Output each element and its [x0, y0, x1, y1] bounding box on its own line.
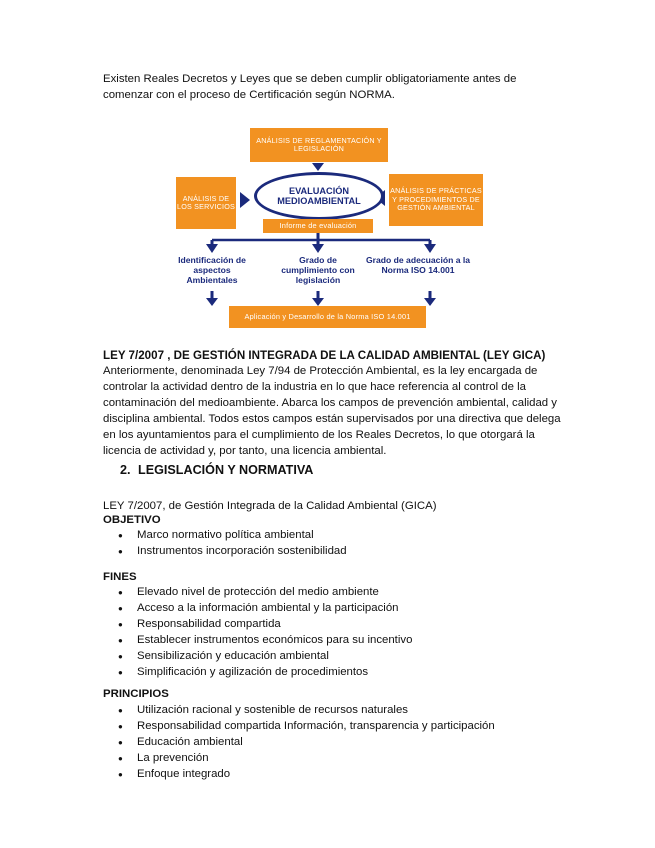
list-item: ● Instrumentos incorporación sostenibilidad	[118, 544, 347, 560]
list-item: ● Simplificación y agilización de procedimientos	[118, 665, 412, 681]
outcome-cumplimiento: Grado de cumplimiento con legislación	[281, 255, 355, 286]
arrow-out-3	[424, 244, 436, 253]
outcome-adecuacion: Grado de adecuación a la Norma ISO 14.001	[365, 255, 471, 276]
box-analisis-practicas: ANÁLISIS DE PRÁCTICAS Y PROCEDIMIENTOS DE GESTIÓN AMBIENTAL	[389, 174, 483, 226]
arrow-out-1	[206, 244, 218, 253]
evaluation-diagram	[168, 128, 488, 333]
principios-heading: PRINCIPIOS	[103, 688, 169, 700]
box-informe-evaluacion: Informe de evaluación	[263, 219, 373, 233]
box-aplicacion-norma: Aplicación y Desarrollo de la Norma ISO 14.001	[229, 306, 426, 328]
arrow-in-2	[312, 298, 324, 306]
list-item: ● Responsabilidad compartida	[118, 617, 412, 633]
list-item: ● Educación ambiental	[118, 735, 495, 751]
ley-body: Anteriormente, denominada Ley 7/94 de Protección Ambiental, es la ley encargada de controlar la actividad dentro de la industria en lo que hace referencia al control de la contaminación del medioambiente. Abarca los campos de prevención ambiental, calidad y disciplina ambiental. Todos estos campos están supervisados por una directiva que delega en los ayuntamientos para el cumplimiento de los Reales Decretos, lo que otorgará la licencia de actividad y, por tanto, una licencia ambiental.	[103, 365, 561, 458]
list-item: ● Enfoque integrado	[118, 767, 495, 783]
principios-list	[118, 703, 495, 783]
list-item: ● Sensibilización y educación ambiental	[118, 649, 412, 665]
arrow-top-down	[312, 163, 324, 171]
section-2-heading	[120, 463, 313, 479]
arrow-in-3	[424, 298, 436, 306]
outcome-aspectos: Identificación de aspectos Ambientales	[178, 255, 246, 286]
arrow-out-2	[312, 244, 324, 253]
section-number: 2.	[120, 463, 131, 477]
fines-list	[118, 585, 412, 680]
arrow-in-1	[206, 298, 218, 306]
objetivo-list	[118, 528, 347, 560]
list-item: ● Responsabilidad compartida Información, transparencia y participación	[118, 719, 495, 735]
list-item: ● La prevención	[118, 751, 495, 767]
fines-heading: FINES	[103, 571, 137, 583]
list-item: ● Establecer instrumentos económicos para su incentivo	[118, 633, 412, 649]
intro-paragraph: Existen Reales Decretos y Leyes que se deben cumplir obligatoriamente antes de comenzar con el proceso de Certificación según NORMA.	[103, 73, 517, 101]
ley-title: LEY 7/2007 , DE GESTIÓN INTEGRADA DE LA CALIDAD AMBIENTAL (LEY GICA)	[103, 349, 546, 362]
box-analisis-reglamentacion: ANÁLISIS DE REGLAMENTACIÓN Y LEGISLACIÓN	[250, 128, 388, 162]
list-item: ● Marco normativo política ambiental	[118, 528, 347, 544]
ellipse-evaluacion	[254, 172, 384, 220]
list-item: ● Elevado nivel de protección del medio ambiente	[118, 585, 412, 601]
section-title: LEGISLACIÓN Y NORMATIVA	[138, 463, 314, 477]
list-item: ● Acceso a la información ambiental y la participación	[118, 601, 412, 617]
ley-reference: LEY 7/2007, de Gestión Integrada de la Calidad Ambiental (GICA)	[103, 500, 437, 512]
ellipse-label: EVALUACIÓN MEDIOAMBIENTAL	[277, 185, 361, 206]
arrow-left-right	[240, 192, 250, 208]
objetivo-heading: OBJETIVO	[103, 514, 161, 526]
list-item: ● Utilización racional y sostenible de recursos naturales	[118, 703, 495, 719]
box-analisis-servicios: ANÁLISIS DE LOS SERVICIOS	[176, 177, 236, 229]
